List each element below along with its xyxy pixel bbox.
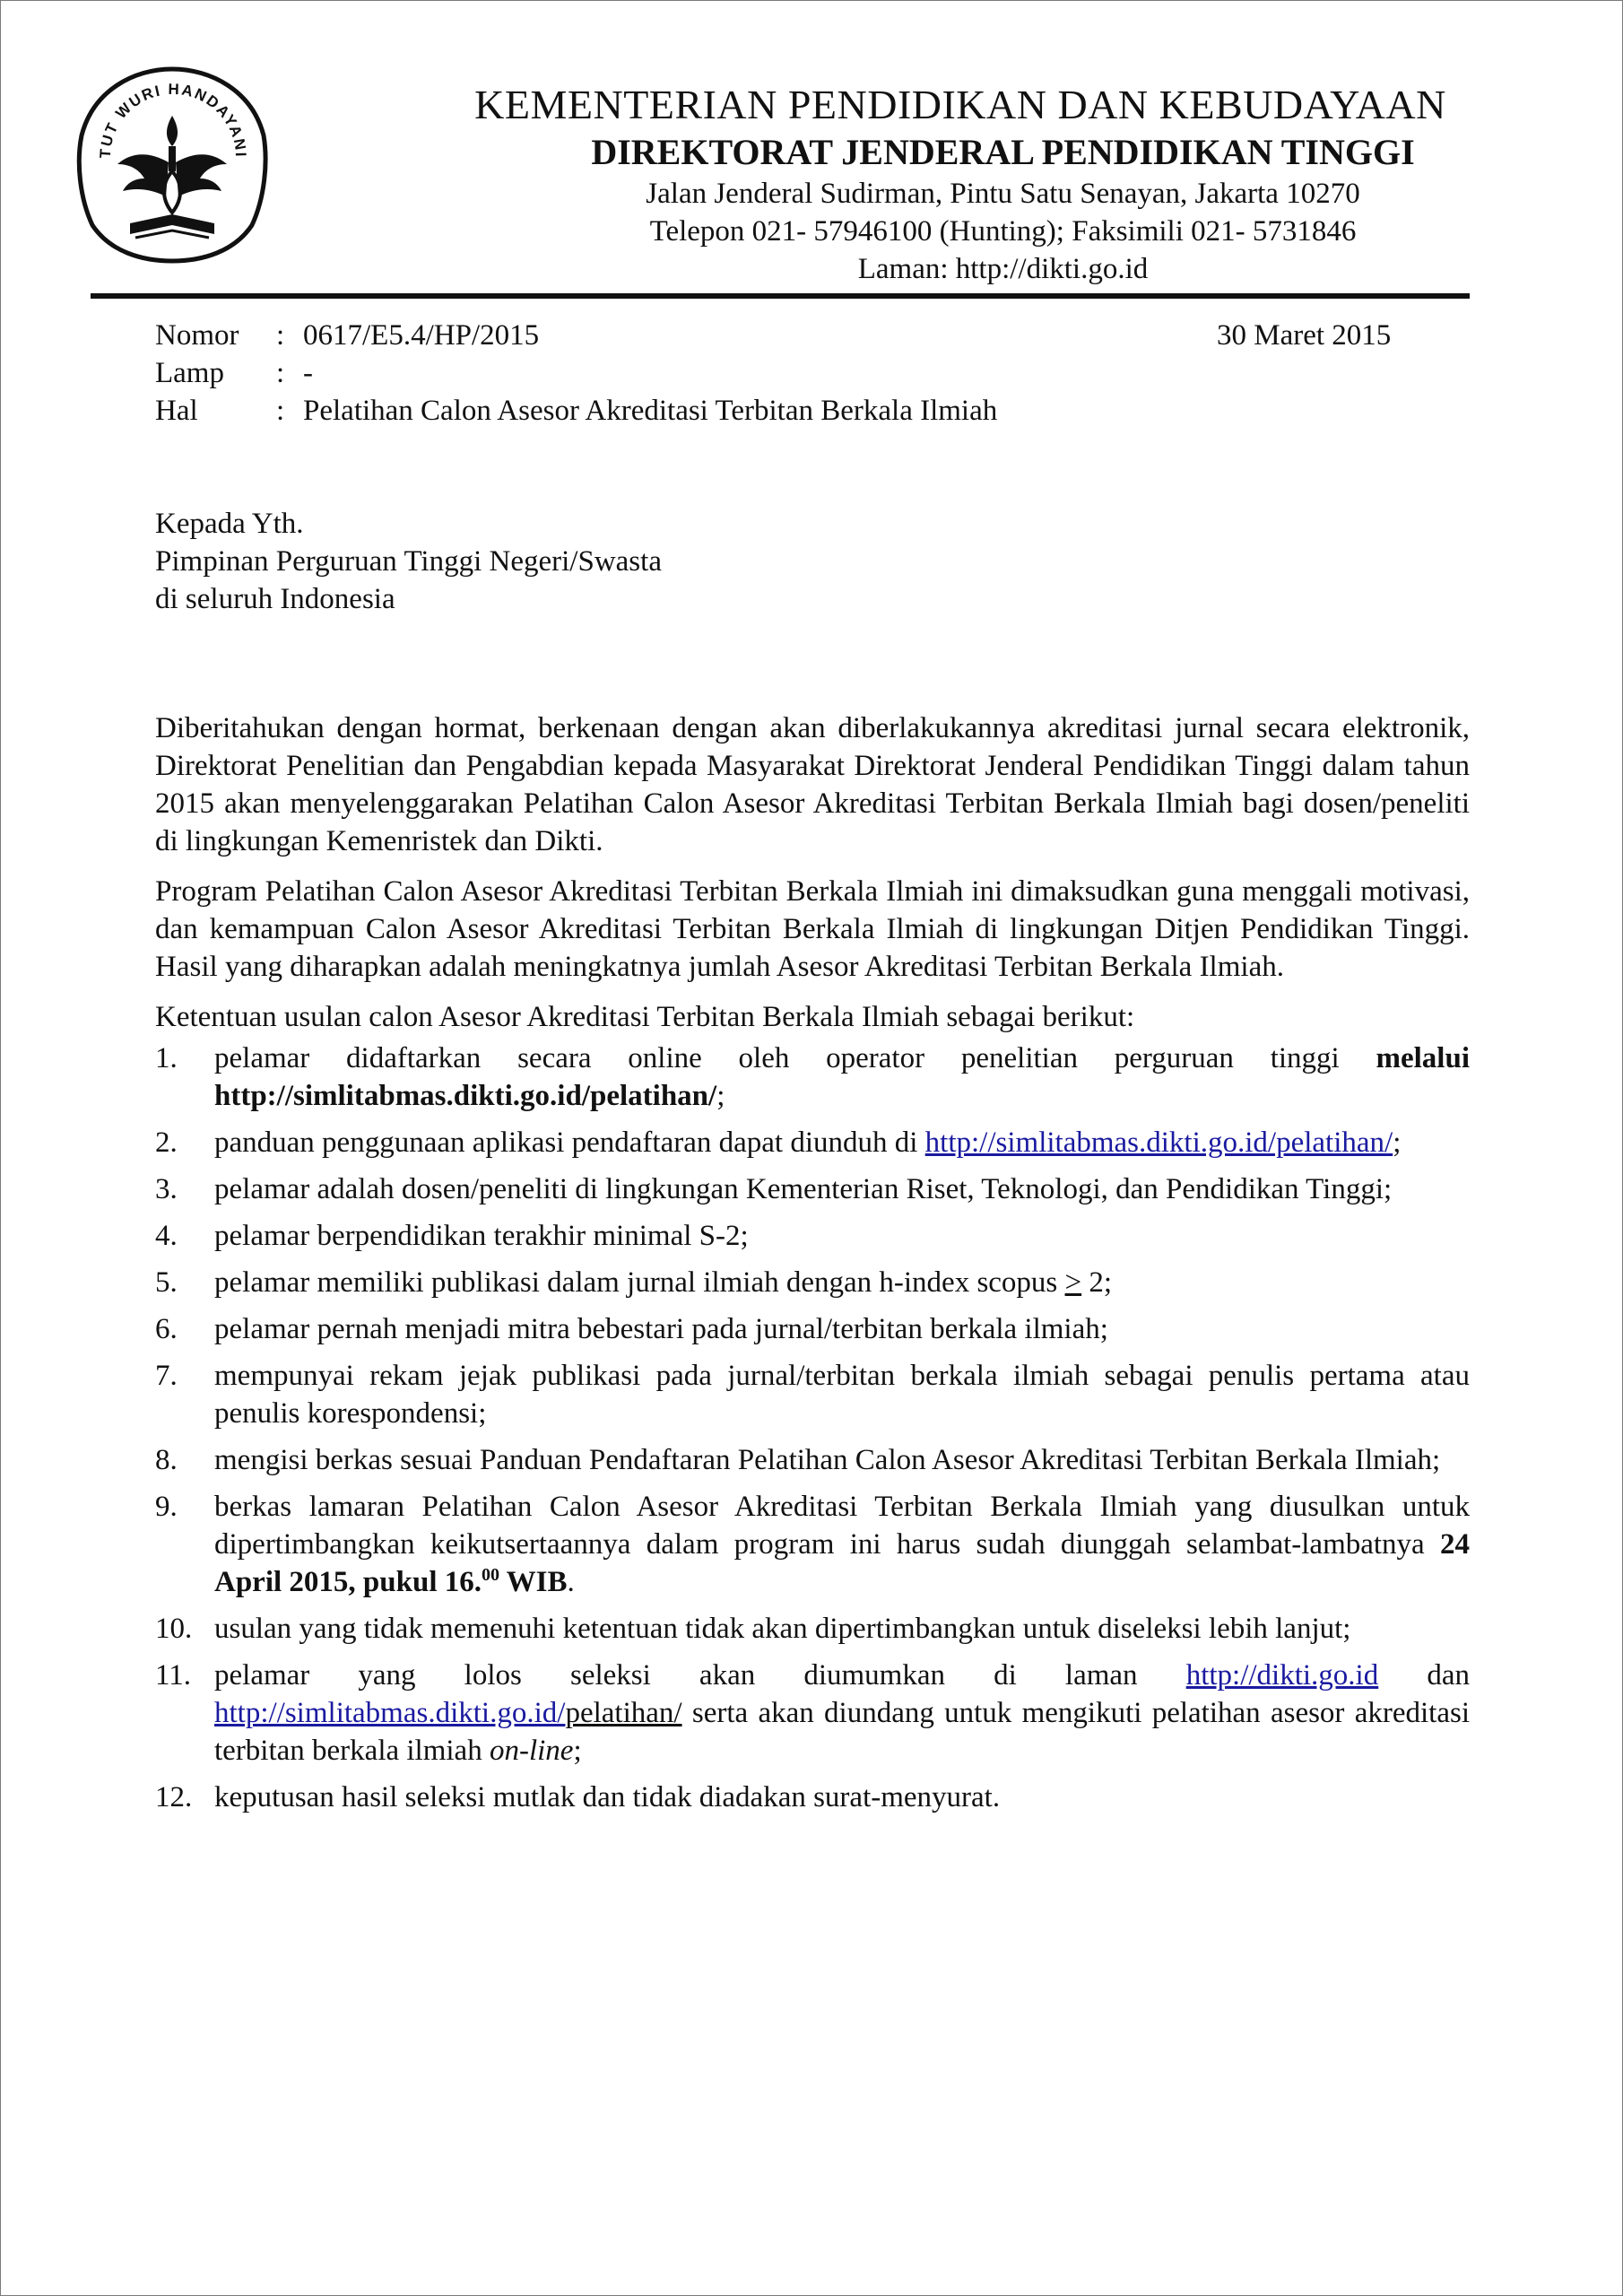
item-11-rest: serta akan diundang untuk mengikuti pelatihan asesor akreditasi terbitan berkala ilmiah: [214, 1697, 1470, 1767]
list-item-number: 11.: [155, 1659, 192, 1692]
website-line: Laman: http://dikti.go.id: [857, 253, 1149, 285]
item-11-mid: dan: [1378, 1659, 1470, 1692]
lamp-label: Lamp: [155, 357, 224, 389]
lamp-colon: :: [276, 357, 285, 389]
directorate-name: DIREKTORAT JENDERAL PENDIDIKAN TINGGI: [591, 132, 1415, 172]
item-1-end: ;: [716, 1080, 725, 1112]
item-1-text: pelamar didaftarkan secara online oleh operator penelitian perguruan tinggi: [214, 1042, 1376, 1074]
list-item: [155, 1657, 1470, 1770]
list-item-text: mempunyai rekam jejak publikasi pada jurnal/terbitan berkala ilmiah sebagai penulis pertama atau penulis korespondensi;: [214, 1360, 1470, 1430]
list-item: [155, 1779, 1470, 1816]
item-1-bold-url: melalui http://simlitabmas.dikti.go.id/pelatihan/: [214, 1042, 1470, 1112]
list-item-text: [214, 1039, 1470, 1115]
list-item-text: pelamar adalah dosen/peneliti di lingkungan Kementerian Riset, Teknologi, dan Pendidikan Tinggi;: [214, 1173, 1393, 1205]
meta-row-lamp: [155, 354, 1410, 392]
list-item-number: 12.: [155, 1781, 193, 1813]
list-item-number: 5.: [155, 1266, 178, 1299]
letter-date: 30 Maret 2015: [1217, 319, 1392, 352]
list-item: [155, 1170, 1470, 1208]
list-item-text: [214, 1264, 1470, 1301]
item-2-text: panduan penggunaan aplikasi pendaftaran dapat diunduh di: [214, 1126, 925, 1159]
nomor-label: Nomor: [155, 319, 239, 352]
recipient-name: Pimpinan Perguruan Tinggi Negeri/Swasta: [155, 545, 662, 578]
list-item: [155, 1610, 1470, 1648]
nomor-colon: :: [276, 319, 285, 352]
dikti-link[interactable]: http://dikti.go.id: [1185, 1659, 1379, 1692]
nomor-value: 0617/E5.4/HP/2015: [303, 319, 540, 352]
list-item: [155, 1357, 1470, 1432]
list-item-number: 10.: [155, 1613, 193, 1645]
lamp-value: -: [303, 357, 313, 389]
list-item: [155, 1264, 1470, 1301]
list-item-text: [214, 1488, 1470, 1601]
deadline-minutes: 00: [482, 1565, 499, 1585]
item-5-end: 2;: [1081, 1266, 1113, 1299]
hal-value: Pelatihan Calon Asesor Akreditasi Terbitan Berkala Ilmiah: [303, 395, 998, 427]
list-item-text: usulan yang tidak memenuhi ketentuan tidak akan dipertimbangkan untuk diseleksi lebih lanjut;: [214, 1613, 1351, 1645]
body-paragraph-2: Program Pelatihan Calon Asesor Akreditasi Terbitan Berkala Ilmiah ini dimaksudkan guna menggali motivasi, dan kemampuan Calon Asesor Akreditasi Terbitan Berkala Ilmiah di lingkungan Ditjen Pendidikan Tinggi. Hasil yang diharapkan adalah meningkatnya jumlah Asesor Akreditasi Terbitan Berkala Ilmiah.: [155, 875, 1470, 983]
list-item-text: mengisi berkas sesuai Panduan Pendaftaran Pelatihan Calon Asesor Akreditasi Terbitan Berkala Ilmiah;: [214, 1444, 1441, 1476]
list-item: [155, 1488, 1470, 1601]
recipient-location: di seluruh Indonesia: [155, 583, 395, 615]
requirements-list: [155, 1039, 1470, 1816]
list-item-number: 9.: [155, 1491, 178, 1523]
address-line: Jalan Jenderal Sudirman, Pintu Satu Senayan, Jakarta 10270: [646, 178, 1360, 210]
list-item-text: keputusan hasil seleksi mutlak dan tidak diadakan surat-menyurat.: [214, 1781, 1001, 1813]
list-item: [155, 1310, 1470, 1348]
pelatihan-link[interactable]: pelatihan/: [565, 1697, 682, 1729]
simlitabmas-pelatihan-link[interactable]: http://simlitabmas.dikti.go.id/pelatihan/: [924, 1126, 1393, 1159]
item-9-text: berkas lamaran Pelatihan Calon Asesor Akreditasi Terbitan Berkala Ilmiah yang diusulkan untuk dipertimbangkan keikutsertaannya dalam program ini harus sudah diunggah selambat-lambatnya: [214, 1491, 1470, 1561]
list-item-number: 6.: [155, 1313, 178, 1345]
item-9-end: .: [567, 1566, 575, 1598]
simlitabmas-link[interactable]: http://simlitabmas.dikti.go.id/: [214, 1697, 566, 1729]
svg-text:TUT WURI HANDAYANI: TUT WURI HANDAYANI: [96, 80, 250, 159]
list-item-number: 3.: [155, 1173, 178, 1205]
deadline-timezone: WIB: [499, 1566, 568, 1598]
hal-colon: :: [276, 395, 285, 427]
item-11-end: ;: [573, 1735, 582, 1767]
list-item: [155, 1124, 1470, 1161]
list-item-number: 8.: [155, 1444, 178, 1476]
hal-label: Hal: [155, 395, 198, 427]
list-item-number: 2.: [155, 1126, 178, 1159]
requirements-intro: Ketentuan usulan calon Asesor Akreditasi Terbitan Berkala Ilmiah sebagai berikut:: [155, 1001, 1135, 1033]
list-item: [155, 1039, 1470, 1115]
tut-wuri-handayani-logo: [76, 64, 269, 265]
list-item-number: 7.: [155, 1360, 178, 1392]
list-item: [155, 1441, 1470, 1479]
letterhead: [270, 80, 1597, 288]
list-item-text: [214, 1657, 1470, 1770]
list-item-number: 1.: [155, 1042, 178, 1074]
greater-equal-sign: >: [1064, 1266, 1082, 1299]
meta-row-hal: [155, 392, 1410, 430]
phone-line: Telepon 021- 57946100 (Hunting); Faksimili 021- 5731846: [649, 215, 1357, 248]
list-item: [155, 1217, 1470, 1255]
deadline-date: 24 April 2015, pukul 16.: [214, 1528, 1470, 1598]
list-item-text: [214, 1124, 1470, 1161]
recipient-salutation: Kepada Yth.: [155, 508, 304, 540]
item-2-end: ;: [1393, 1126, 1402, 1159]
letterhead-divider: [91, 293, 1470, 299]
letter-body: [155, 709, 1470, 1825]
list-item-number: 4.: [155, 1220, 178, 1252]
item-11-text: pelamar yang lolos seleksi akan diumumkan di laman: [214, 1659, 1186, 1692]
online-italic: on-line: [489, 1735, 574, 1767]
item-5-text: pelamar memiliki publikasi dalam jurnal ilmiah dengan h-index scopus: [214, 1266, 1065, 1299]
body-paragraph-1: Diberitahukan dengan hormat, berkenaan dengan akan diberlakukannya akreditasi jurnal secara elektronik, Direktorat Penelitian dan Pengabdian kepada Masyarakat Direktorat Jenderal Pendidikan Tinggi dalam tahun 2015 akan menyelenggarakan Pelatihan Calon Asesor Akreditasi Terbitan Berkala Ilmiah bagi dosen/peneliti di lingkungan Kemenristek dan Dikti.: [155, 712, 1470, 857]
recipient-block: [155, 505, 662, 618]
list-item-text: pelamar berpendidikan terakhir minimal S-2;: [214, 1220, 749, 1252]
ministry-name: KEMENTERIAN PENDIDIKAN DAN KEBUDAYAAN: [474, 82, 1446, 127]
list-item-text: pelamar pernah menjadi mitra bebestari pada jurnal/terbitan berkala ilmiah;: [214, 1313, 1108, 1345]
